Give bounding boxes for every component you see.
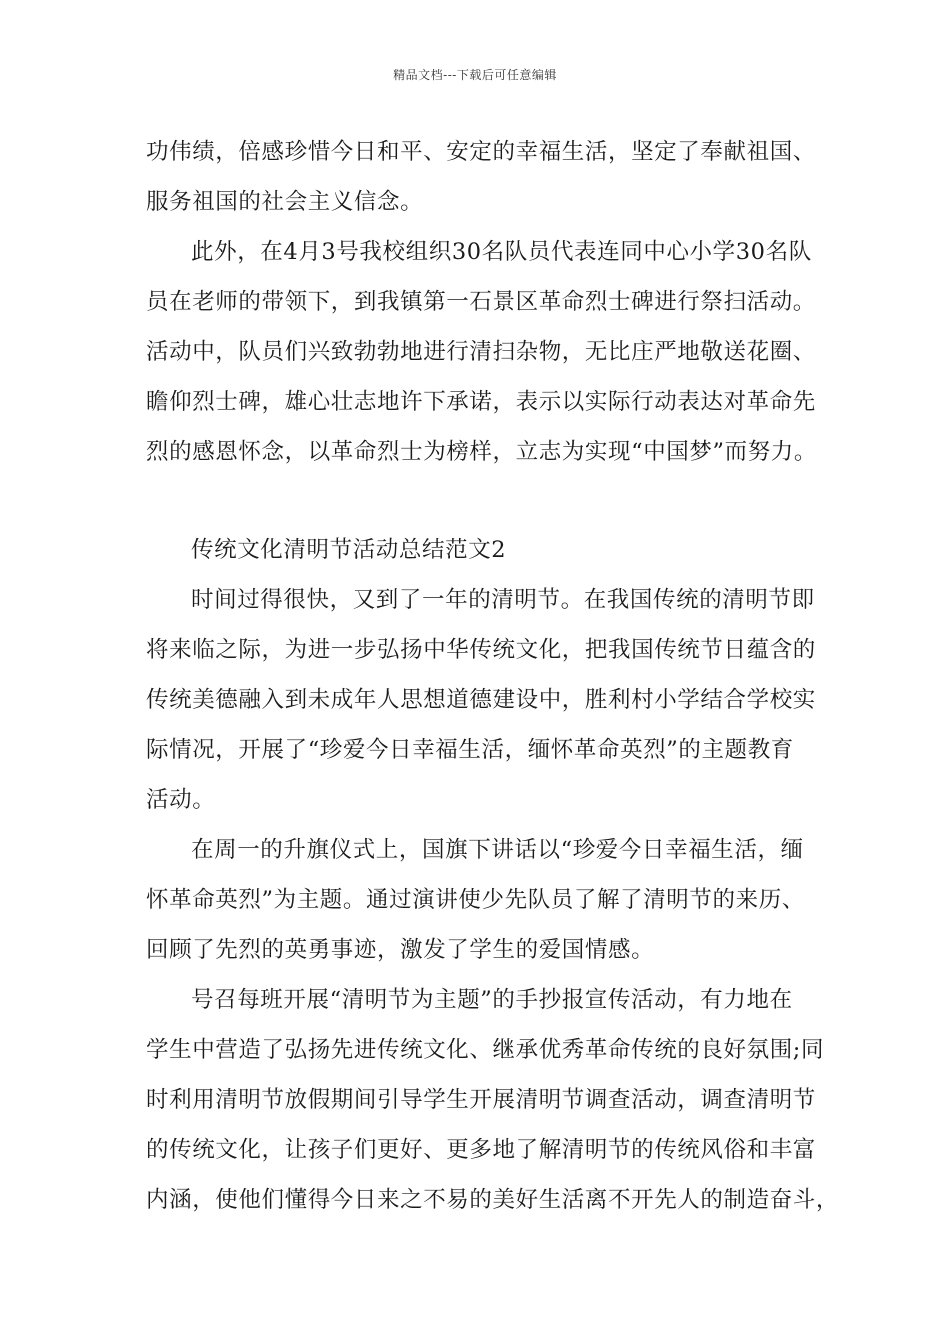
text-line: 的传统文化，让孩子们更好、更多地了解清明节的传统风俗和丰富 — [146, 1137, 816, 1163]
text-line: 际情况，开展了“珍爱今日幸福生活，缅怀革命英烈”的主题教育 — [146, 737, 794, 763]
text-line: 学生中营造了弘扬先进传统文化、继承优秀革命传统的良好氛围;同 — [146, 1037, 825, 1063]
section-heading: 传统文化清明节活动总结范文2 — [191, 537, 507, 563]
text-line: 烈的感恩怀念，以革命烈士为榜样，立志为实现“中国梦”而努力。 — [146, 439, 818, 465]
text-line: 号召每班开展“清明节为主题”的手抄报宣传活动，有力地在 — [191, 987, 793, 1013]
text-line: 此外，在4月3号我校组织30名队员代表连同中心小学30名队 — [191, 239, 812, 265]
text-line: 活动。 — [146, 787, 216, 813]
text-line: 功伟绩，倍感珍惜今日和平、安定的幸福生活，坚定了奉献祖国、 — [146, 139, 816, 165]
text-line: 瞻仰烈士碑，雄心壮志地许下承诺，表示以实际行动表达对革命先 — [146, 389, 816, 415]
page-header: 精品文档---下载后可任意编辑 — [393, 68, 557, 82]
text-line: 员在老师的带领下，到我镇第一石景区革命烈士碑进行祭扫活动。 — [146, 289, 816, 315]
text-line: 服务祖国的社会主义信念。 — [146, 189, 424, 215]
text-line: 回顾了先烈的英勇事迹，激发了学生的爱国情感。 — [146, 937, 655, 963]
text-line: 时间过得很快，又到了一年的清明节。在我国传统的清明节即 — [191, 587, 815, 613]
text-line: 将来临之际，为进一步弘扬中华传统文化，把我国传统节日蕴含的 — [146, 637, 816, 663]
text-line: 内涵，使他们懂得今日来之不易的美好生活离不开先人的制造奋斗， — [146, 1187, 840, 1213]
text-line: 在周一的升旗仪式上，国旗下讲话以“珍爱今日幸福生活，缅 — [191, 837, 804, 863]
text-line: 传统美德融入到未成年人思想道德建设中，胜利村小学结合学校实 — [146, 687, 816, 713]
text-line: 怀革命英烈”为主题。通过演讲使少先队员了解了清明节的来历、 — [146, 887, 805, 913]
text-line: 时利用清明节放假期间引导学生开展清明节调查活动，调查清明节 — [146, 1087, 816, 1113]
text-line: 活动中，队员们兴致勃勃地进行清扫杂物，无比庄严地敬送花圈、 — [146, 339, 816, 365]
